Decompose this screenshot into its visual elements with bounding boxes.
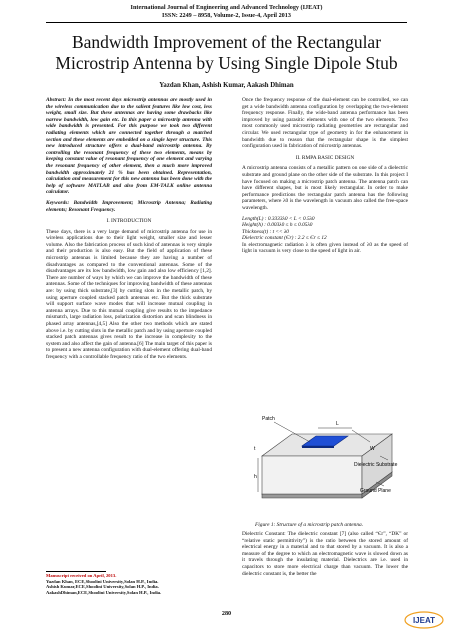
t-label: t xyxy=(254,446,256,452)
page-number: 280 xyxy=(221,610,232,617)
right-column-bottom xyxy=(242,531,408,581)
journal-name: International Journal of Engineering and Advanced Technology (IJEAT) xyxy=(130,4,323,11)
patch-antenna-figure xyxy=(252,398,402,518)
W-label: W xyxy=(370,446,375,452)
issn-line: ISSN: 2249 – 8958, Volume-2, Issue-4, April 2013 xyxy=(162,12,291,19)
param-thickness: Thickness(t) : t << λ0 xyxy=(242,228,289,235)
param-height: Height(h) : 0.003λ0 ≤ h ≤ 0.05λ0 xyxy=(242,222,313,229)
L-label: L xyxy=(336,421,339,427)
paragraph-rmpa: A microstrip antenna consists of a metallic pattern on one side of a dielectric substrate and ground plane on the other side of the substrate. In this project I have focused on making a microstrip patch antenna. The antenna patch can have different shapes, but is most likely rectangular. In order to make performance predictions the rectangular patch antenna has the following parameters, where λ0 is the wavelength in vacuum also called the free-space wavelength. xyxy=(242,165,408,211)
dielectric-label: Dielectric Substrate xyxy=(354,462,398,468)
left-column xyxy=(46,97,212,365)
patch-label: Patch xyxy=(262,416,275,422)
title-line-2: Microstrip Antenna by Using Single Dipole Stub xyxy=(55,53,398,73)
paragraph-dielectric-constant xyxy=(242,531,408,577)
param-dielectric: Dielectric constant (Єr) : 2.2 ≤ Єr ≤ 12 xyxy=(242,235,327,242)
header-divider xyxy=(46,22,407,23)
paragraph-lambda: In electromagnetic radiation λ is often given instead of λ0 as the speed of light in vacuum is very close to the speed of light in air. xyxy=(242,241,408,255)
footnote-author-3: AakashDhiman,ECE,Shoolini University,Solan H.P., India. xyxy=(46,589,162,595)
paper-title xyxy=(20,32,433,74)
introduction-paragraph: These days, there is a very large demand of microstrip antenna for use in wireless applications due to their light weight, smaller size and lesser volume. Also the fabrication process of such kind of antennas is very simple and their production is also easy. But the field of application of these microstrip antennas is limited because they are having a number of disadvantages as compared to the conventional antennas. Some of the disadvantages are its low bandwidth, low gain and also low efficiency [1,2]. There are number of ways by which we can improve the bandwidth of these antennas. Some of the techniques for improving bandwidth of these antennas are: by using thick substrate,[3] by cutting slots in the metallic patch, by using aperture coupled stacked patch antennas etc. But the thick substrate will support surface wave modes that will increase mutual coupling in antenna arrays. Due to this mutual coupling give results to the impedance mismatch, large radiation loss, polarization distortion and scan blindness in phased array antennas,[4,5] Also the other two methods which are stated above i.e. by cutting slots in the metallic patch and by using aperture coupled stacked patch antennas gives result to the increase in complexity to the system and also affect the gain of antenna.[6] The main target of this paper is to present a new antenna configuration with dual-element offering dual-band frequency with a controllable frequency ratio of the two elements. xyxy=(46,228,212,360)
section-heading-rmpa: II. RMPA BASIC DESIGN xyxy=(295,154,355,161)
right-column xyxy=(242,97,408,259)
param-length: Length(L) : 0.3333λ0 < L < 0.5λ0 xyxy=(242,215,315,222)
patch-edge xyxy=(302,446,334,448)
h-label: h xyxy=(254,474,257,480)
title-line-1: Bandwidth Improvement of the Rectangular xyxy=(71,32,382,52)
substrate-front xyxy=(262,456,362,494)
section-heading-introduction: I. INTRODUCTION xyxy=(106,218,152,225)
ijeat-logo xyxy=(404,611,444,629)
footnote-divider xyxy=(46,571,106,572)
journal-header xyxy=(0,4,453,20)
figure-caption: Figure 1: Structure of a microstrip patch antenna. xyxy=(255,522,364,528)
footnote xyxy=(46,573,161,595)
footnote-received: Manuscript received on April, 2013. xyxy=(46,573,117,578)
abstract: Abstract: In the most recent days microstrip antennas are mostly used in the wireless communication due to the salient features like low cost, less weight, small size. But these antennas are having some drawbacks like narrow bandwidth, low gain etc. In this paper a microstrip antenna with wide bandwidth is presented. For this purpose we took two different radiating elements which are connected together through a matched section and these elements are embedded on a single layer structure. This new introduced structure offers a dual-band microstrip antenna. By controlling the resonant frequency of these two elements, means by keeping constant value of resonant frequency of one element and varying the resonant frequency of other element, then a much more improved bandwidth approximately 21 % has been obtained. Representation, calculation and measurement for this new antenna has been done with the help of software MATLAB and also from EM-TALK online antenna calculator. xyxy=(46,97,212,196)
ground-plane-front xyxy=(262,494,362,498)
paragraph-dual-element: Once the frequency response of the dual-element can be controlled, we can get a wide bandwidth antenna configuration by overlapping the two-element frequency response. Finally, the wide-band antenna performance has been improved by using parasitic elements with one of the two elements. Two most commonly used microstrip radiating geometries are rectangular and circular. We used rectangular type of geometry in for the enhancement in bandwidth due to reason that the rectangular shape is the simplest configuration used in fabrication of microstrip antennas. xyxy=(242,97,408,150)
author-list: Yazdan Khan, Ashish Kumar, Aakash Dhiman xyxy=(159,82,294,89)
footnote-author-2: Ashish Kumar,ECE,Shoolini University,Solan H.P., India. xyxy=(46,584,159,590)
keywords: Keywords: Bandwidth Improvement; Microstrip Antenna; Radiating elements; Resonant Frequency. xyxy=(46,199,212,213)
logo-text: IJEAT xyxy=(412,616,436,625)
footnote-author-1: Yazdan Khan, ECE,Shoolini University,Solan H.P., India. xyxy=(46,578,159,584)
dielectric-constant-text: Dielectric Constant: The dielectric constant [7] (also called “Єr”, “DK” or “relative static permittivity”) is the ratio between the stored amount of electrical energy in a material and to that stored by a vacuum. It is also a measure of the degree to which an electromagnetic wave is slowed down as it travels through the insulating material. Dielectrics are i.e. used in capacitors to store more electrical charge than vacuum. The lower the dielectric constant is, the better the xyxy=(242,531,408,577)
ground-label: Ground Plane xyxy=(360,488,391,494)
